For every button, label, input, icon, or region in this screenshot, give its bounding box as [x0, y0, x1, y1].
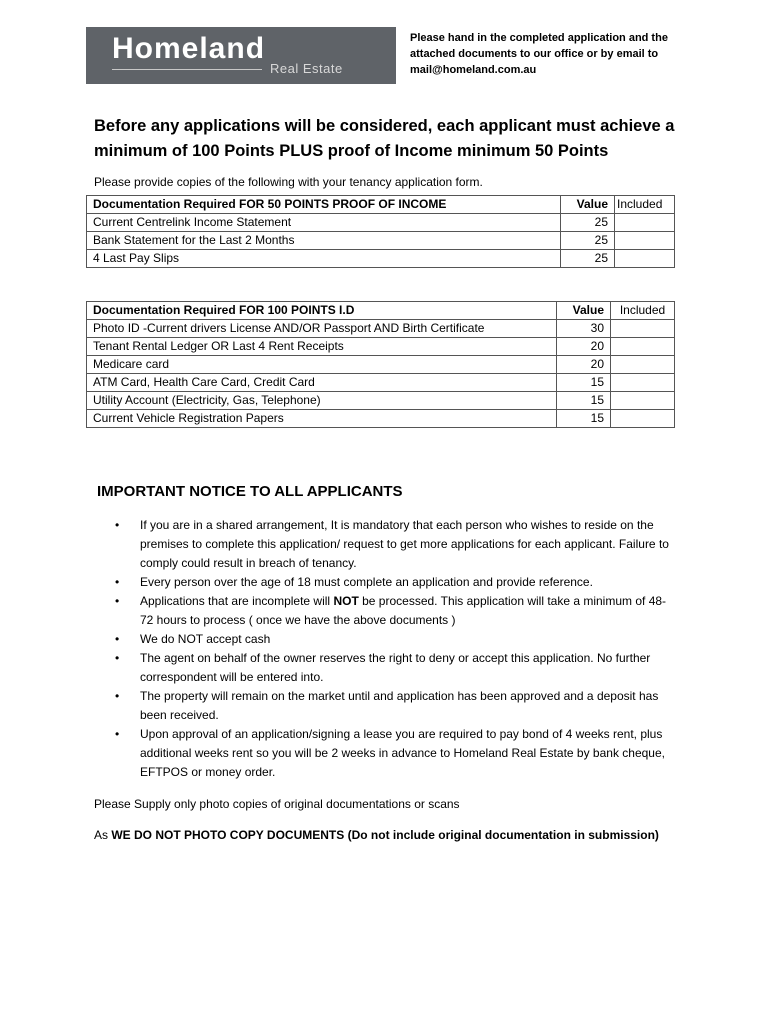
list-item: [112, 592, 672, 630]
table-row: [87, 250, 675, 268]
point-value: 25: [561, 214, 615, 232]
notice-text: Every person over the age of 18 must complete an application and provide reference.: [140, 575, 593, 589]
point-value: 25: [561, 250, 615, 268]
income-documents-table: [86, 195, 675, 268]
bullet-icon: •: [115, 651, 120, 665]
point-value: 30: [557, 320, 611, 338]
document-name: Tenant Rental Ledger OR Last 4 Rent Receipts: [87, 338, 557, 356]
point-value: 15: [557, 374, 611, 392]
point-value: 20: [557, 338, 611, 356]
table-row: [87, 338, 675, 356]
included-cell[interactable]: [611, 410, 675, 428]
column-header-value: Value: [557, 302, 611, 320]
bullet-icon: •: [115, 575, 120, 589]
logo-subtitle: Real Estate: [270, 61, 343, 76]
notice-text: The agent on behalf of the owner reserves the right to deny or accept this application. No further correspondent will be entered into.: [140, 651, 651, 684]
bullet-icon: •: [115, 689, 120, 703]
table-row: [87, 356, 675, 374]
list-item: [112, 516, 672, 573]
document-name: Medicare card: [87, 356, 557, 374]
bullet-icon: •: [115, 632, 120, 646]
notice-text: Applications that are incomplete will NOT be processed. This application will take a minimum of 48-72 hours to process ( once we have the above documents ): [140, 594, 667, 627]
included-cell[interactable]: [615, 250, 675, 268]
included-cell[interactable]: [611, 338, 675, 356]
table-row: [87, 214, 675, 232]
final-note: As WE DO NOT PHOTO COPY DOCUMENTS (Do not include original documentation in submission): [94, 828, 659, 842]
list-item: [112, 725, 672, 782]
table-row: [87, 232, 675, 250]
column-header-documentation: Documentation Required FOR 100 POINTS I.D: [87, 302, 557, 320]
table-header-row: [87, 302, 675, 320]
page-heading: Before any applications will be considered, each applicant must achieve a minimum of 100 Points PLUS proof of Income minimum 50 Points: [94, 117, 675, 160]
notice-text: We do NOT accept cash: [140, 632, 271, 646]
document-name: 4 Last Pay Slips: [87, 250, 561, 268]
document-name: ATM Card, Health Care Card, Credit Card: [87, 374, 557, 392]
column-header-documentation: Documentation Required FOR 50 POINTS PROOF OF INCOME: [87, 196, 561, 214]
homeland-logo: [86, 27, 396, 84]
document-name: Photo ID -Current drivers License AND/OR Passport AND Birth Certificate: [87, 320, 557, 338]
included-cell[interactable]: [611, 392, 675, 410]
bullet-icon: •: [115, 727, 120, 741]
bullet-icon: •: [115, 594, 120, 608]
included-cell[interactable]: [611, 374, 675, 392]
bullet-icon: •: [115, 518, 120, 532]
table-row: [87, 320, 675, 338]
notice-text: Upon approval of an application/signing a lease you are required to pay bond of 4 weeks rent, plus additional weeks rent so you will be 2 weeks in advance to Homeland Real Estate by bank cheque, EFTPOS or money order.: [140, 727, 665, 779]
point-value: 20: [557, 356, 611, 374]
notice-text: The property will remain on the market until and application has been approved and a deposit has been received.: [140, 689, 659, 722]
notice-title: IMPORTANT NOTICE TO ALL APPLICANTS: [97, 483, 403, 500]
final-note-emphasis: WE DO NOT PHOTO COPY DOCUMENTS (Do not include original documentation in submission): [111, 828, 659, 842]
logo-divider: [112, 69, 262, 70]
list-item: [112, 630, 672, 649]
column-header-value: Value: [561, 196, 615, 214]
table-row: [87, 374, 675, 392]
table-header-row: [87, 196, 675, 214]
list-item: [112, 687, 672, 725]
document-name: Current Vehicle Registration Papers: [87, 410, 557, 428]
emphasis-not: NOT: [333, 594, 359, 608]
document-name: Utility Account (Electricity, Gas, Telephone): [87, 392, 557, 410]
point-value: 25: [561, 232, 615, 250]
id-documents-table: [86, 301, 675, 428]
intro-text: Please provide copies of the following with your tenancy application form.: [94, 175, 483, 189]
column-header-included: Included: [611, 302, 675, 320]
included-cell[interactable]: [615, 232, 675, 250]
list-item: [112, 573, 672, 592]
included-cell[interactable]: [611, 320, 675, 338]
column-header-included: Included: [615, 196, 675, 214]
notice-list: [112, 516, 672, 782]
notice-text: If you are in a shared arrangement, It is mandatory that each person who wishes to reside on the premises to complete this application/ request to get more applications for each applicant. Failure to comply could result in breach of tenancy.: [140, 518, 669, 570]
document-name: Bank Statement for the Last 2 Months: [87, 232, 561, 250]
table-row: [87, 392, 675, 410]
point-value: 15: [557, 392, 611, 410]
included-cell[interactable]: [611, 356, 675, 374]
table-row: [87, 410, 675, 428]
document-name: Current Centrelink Income Statement: [87, 214, 561, 232]
point-value: 15: [557, 410, 611, 428]
logo-wordmark: Homeland: [112, 32, 266, 65]
supply-note: Please Supply only photo copies of original documentations or scans: [94, 797, 460, 811]
included-cell[interactable]: [615, 214, 675, 232]
hand-in-notice: Please hand in the completed application and the attached documents to our office or by email to mail@homeland.com.au: [410, 32, 668, 76]
list-item: [112, 649, 672, 687]
